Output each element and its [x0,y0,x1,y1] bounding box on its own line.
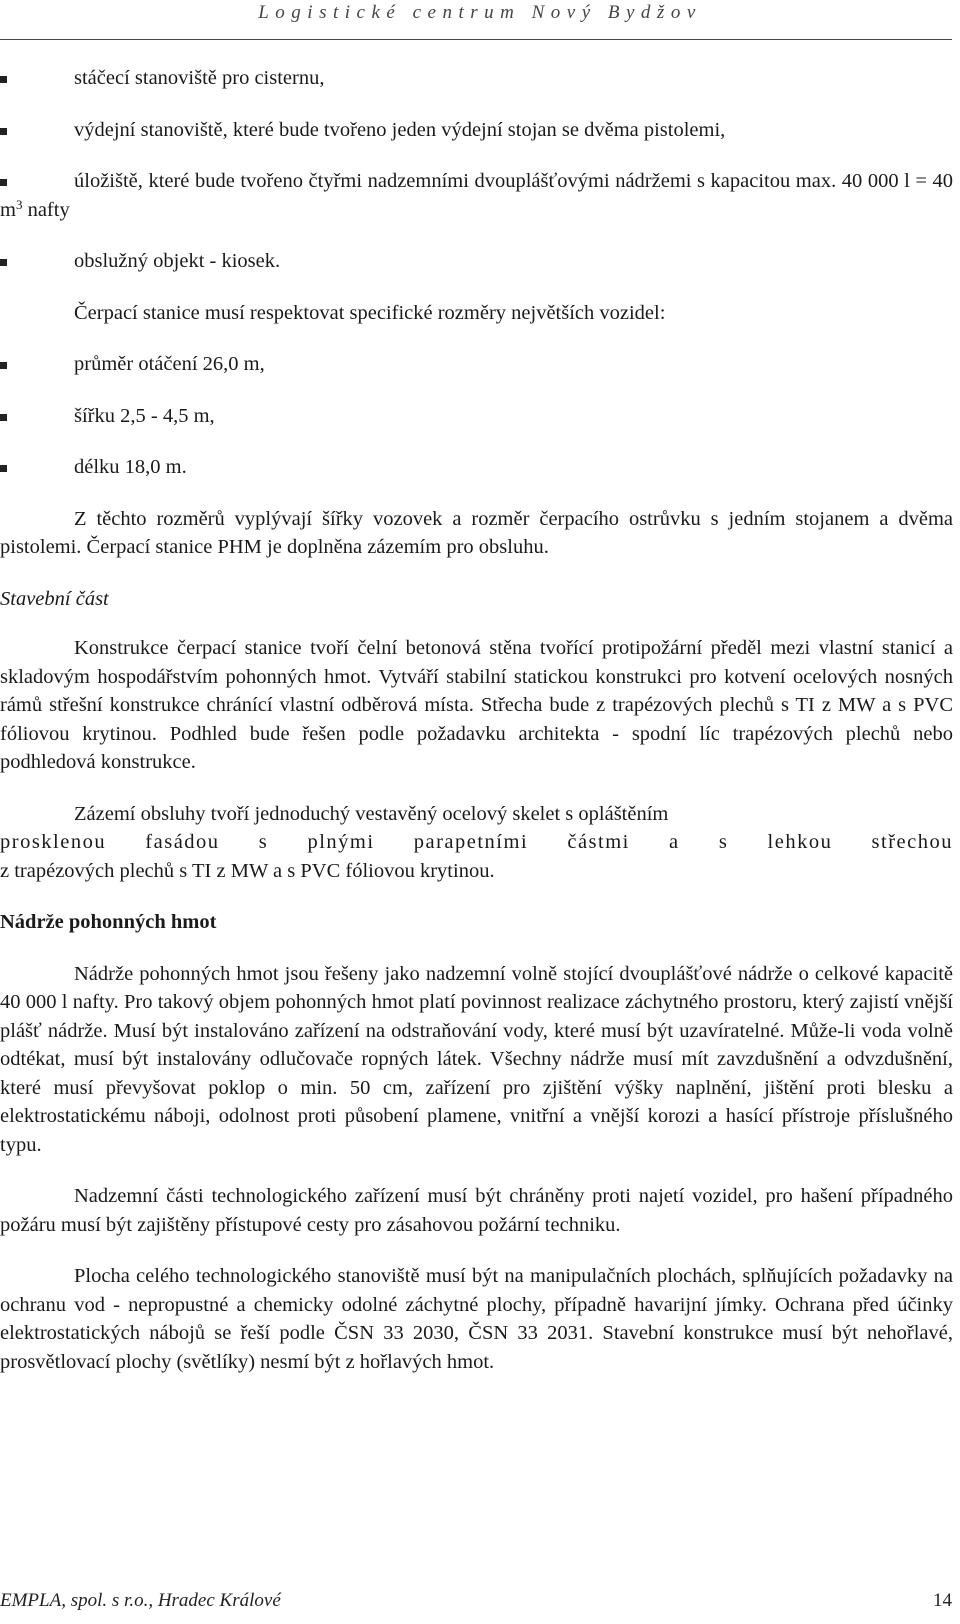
paragraph-line: Zázemí obsluhy tvoří jednoduchý vestavěný ocelový skelet s opláštěním [74,802,669,825]
bullet-text: délku 18,0 m. [74,456,187,478]
bullet-text: stáčecí stanoviště pro cisternu, [74,67,325,89]
bullet-item [0,64,953,93]
paragraph-tanks-area: Plocha celého technologického stanoviště musí být na manipulačních plochách, splňujících požadavky na ochranu vod - nepropustné a chemicky odolné záchytné plochy, případně havarijní jímky. Ochrana před účinky elektrostatických nábojů se řeší podle ČSN 33 2030, ČSN 33 2031. Stavební konstrukce musí být nehořlavé, prosvětlovací plochy (světlíky) nesmí být z hořlavých hmot. [0,1265,953,1373]
bullet-text: úložiště, které bude tvořeno čtyřmi nadzemními dvouplášťovými nádržemi s kapacitou max. 40 000 l = 40 m [0,170,953,221]
square-bullet-icon [0,362,7,369]
square-bullet-icon [0,259,7,266]
bullet-text: průměr otáčení 26,0 m, [74,353,265,375]
section-heading-tanks: Nádrže pohonných hmot [0,911,217,933]
page-content [0,64,953,1399]
bullet-item [0,116,953,145]
square-bullet-icon [0,414,7,421]
square-bullet-icon [0,465,7,472]
paragraph-tanks-requirements: Nádrže pohonných hmot jsou řešeny jako nadzemní volně stojící dvouplášťové nádrže o celkové kapacitě 40 000 l nafty. Pro takový objem pohonných hmot platí povinnost realizace záchytného prostoru, který zajistí vnější plášť nádrže. Musí být instalováno zařízení na odstraňování vody, které musí být uzavíratelné. Může-li voda volně odtékat, musí být instalovány odlučovače ropných látek. Všechny nádrže musí mít zavzdušnění a odvzdušnění, které musí převyšovat poklop o min. 50 cm, zařízení pro zjištění výšky naplnění, jištění proti blesku a elektrostatickému náboji, odolnost proti působení plamene, vnitřní a vnější korozi a hasící přístroje příslušného typu. [0,962,953,1156]
square-bullet-icon [0,179,7,186]
bullet-text-suffix: nafty [22,198,70,221]
paragraph-tanks-protection: Nadzemní části technologického zařízení musí být chráněny proti najetí vozidel, pro hašení případného požáru musí být zajištěny přístupové cesty pro zásahovou požární techniku. [0,1185,953,1236]
superscript-exponent: 3 [15,196,23,212]
paragraph-building-construction: Konstrukce čerpací stanice tvoří čelní betonová stěna tvořící protipožární předěl mezi vlastní stanicí a skladovým hospodářstvím pohonných hmot. Vytváří stabilní statickou konstrukci pro kotvení ocelových nosných rámů střešní konstrukce chránící vlastní odběrová místa. Střecha bude z trapézových plechů s TI z MW a s PVC fóliovou krytinou. Podhled bude řešen podle požadavku architekta - spodní líc trapézových plechů nebo podhledová konstrukce. [0,637,953,773]
bullet-text: šířku 2,5 - 4,5 m, [74,404,215,427]
bullet-item-storage [0,167,953,224]
header-rule [0,39,952,40]
square-bullet-icon [0,128,7,135]
page-number: 14 [933,1590,952,1611]
paragraph-line: z trapézových plechů s TI z MW a s PVC fóliovou krytinou. [0,859,495,882]
square-bullet-icon [0,76,7,83]
bullet-item [0,350,953,379]
footer-company: EMPLA, spol. s r.o., Hradec Králové [0,1590,281,1611]
bullet-text: výdejní stanoviště, které bude tvořeno jeden výdejní stojan se dvěma pistolemi, [74,118,726,141]
bullet-item [0,453,953,482]
bullet-text: obslužný objekt - kiosek. [74,250,281,272]
bullet-item [0,402,953,431]
paragraph-widths: Z těchto rozměrů vyplývají šířky vozovek a rozměr čerpacího ostrůvku s jedním stojanem a dvěma pistolemi. Čerpací stanice PHM je doplněna zázemím pro obsluhu. [0,507,953,558]
paragraph-dimensions-intro: Čerpací stanice musí respektovat specifické rozměry největších vozidel: [74,301,666,324]
section-heading-building: Stavební část [0,587,109,610]
bullet-item [0,247,953,276]
paragraph-building-facilities [0,800,953,886]
paragraph-line: prosklenou fasádou s plnými parapetními částmi a s lehkou střechou [0,831,953,853]
running-header: Logistické centrum Nový Bydžov [258,2,702,23]
